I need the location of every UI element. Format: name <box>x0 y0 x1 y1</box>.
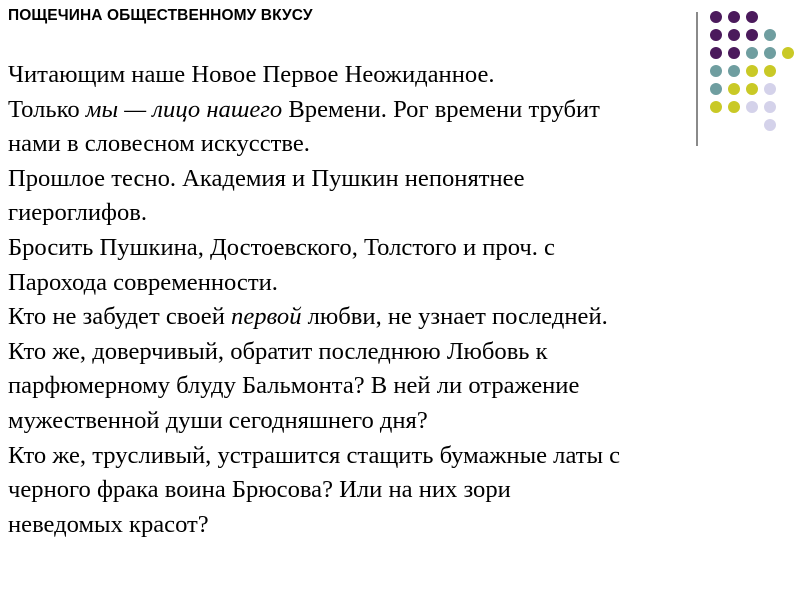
manifesto-paragraph <box>8 93 798 162</box>
text-segment: Парохода современности. <box>8 268 278 296</box>
text-line <box>8 266 798 301</box>
text-segment: Только <box>8 95 86 123</box>
decorative-dot-purple <box>746 11 758 23</box>
text-segment: Прошлое тесно. Академия и Пушкин непонятнее <box>8 164 525 192</box>
manifesto-text <box>8 58 798 542</box>
text-line <box>8 369 798 404</box>
text-line <box>8 439 798 474</box>
text-segment: любви, не узнает последней. <box>301 303 608 331</box>
text-segment: Кто же, доверчивый, обратит последнюю Любовь к <box>8 337 548 365</box>
text-segment: Бросить Пушкина, Достоевского, Толстого и проч. с <box>8 233 555 261</box>
text-line <box>8 196 798 231</box>
manifesto-paragraph <box>8 231 798 300</box>
manifesto-paragraph <box>8 58 798 93</box>
slide-title: ПОЩЕЧИНА ОБЩЕСТВЕННОМУ ВКУСУ <box>8 7 313 24</box>
text-segment: неведомых красот? <box>8 510 209 538</box>
text-line <box>8 508 798 543</box>
text-segment: Времени. Рог времени трубит <box>282 95 600 123</box>
emphasized-text: первой <box>231 303 302 331</box>
decorative-dot-purple <box>710 29 722 41</box>
text-line <box>8 93 798 128</box>
text-line <box>8 162 798 197</box>
text-segment: гиероглифов. <box>8 199 148 227</box>
text-segment: черного фрака воина Брюсова? Или на них зори <box>8 476 511 504</box>
decorative-dot-teal <box>764 29 776 41</box>
manifesto-paragraph <box>8 162 798 231</box>
decorative-dot-purple <box>746 29 758 41</box>
text-segment: парфюмерному блуду Бальмонта? В ней ли отражение <box>8 372 580 400</box>
text-segment: Читающим наше Новое Первое Неожиданное. <box>8 61 495 88</box>
text-segment: мужественной души сегодняшнего дня? <box>8 406 428 434</box>
decorative-dot-purple <box>710 11 722 23</box>
text-line <box>8 231 798 266</box>
decorative-dot-purple <box>728 29 740 41</box>
text-line <box>8 473 798 508</box>
text-segment: нами в словесном искусстве. <box>8 130 310 158</box>
emphasized-text: мы — лицо нашего <box>85 95 283 123</box>
manifesto-paragraph <box>8 300 798 335</box>
text-line <box>8 404 798 439</box>
text-line <box>8 335 798 370</box>
decorative-dot-purple <box>728 11 740 23</box>
text-line <box>8 300 798 335</box>
text-line <box>8 127 798 162</box>
text-segment: Кто же, трусливый, устрашится стащить бумажные латы с <box>8 441 621 469</box>
manifesto-paragraph <box>8 335 798 439</box>
manifesto-paragraph <box>8 439 798 543</box>
text-segment: Кто не забудет своей <box>8 303 232 331</box>
text-line <box>8 58 798 93</box>
